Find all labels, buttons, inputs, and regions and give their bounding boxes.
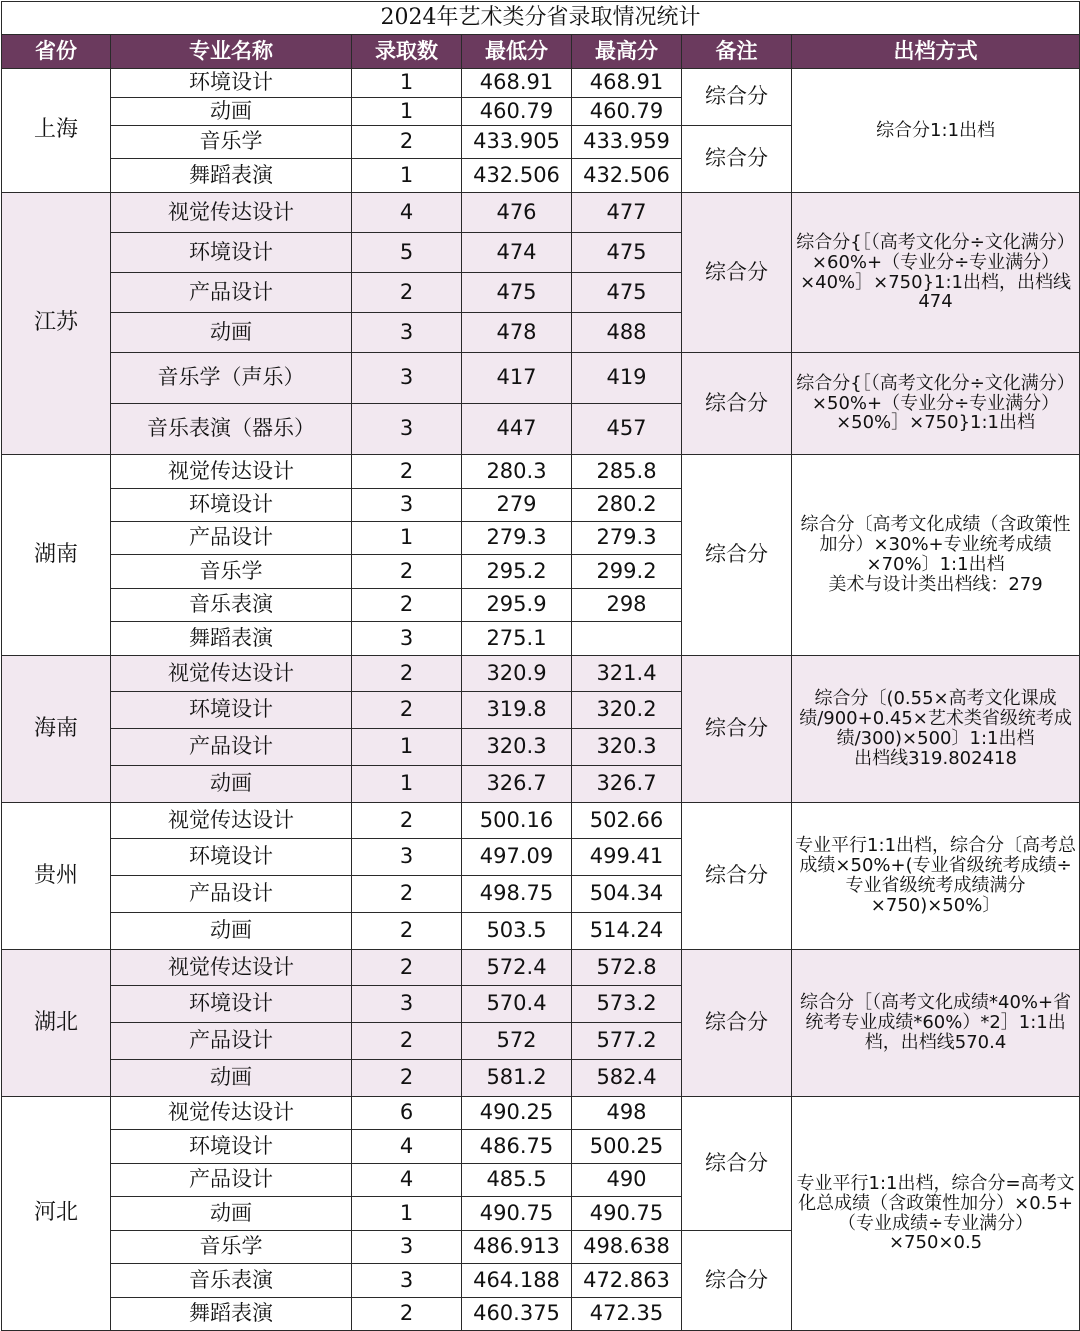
max-score-cell: 504.34 — [572, 876, 682, 913]
note-cell: 综合分 — [682, 455, 792, 656]
admitted-cell: 2 — [352, 913, 462, 950]
admitted-cell: 1 — [352, 766, 462, 803]
note-cell: 综合分 — [682, 69, 792, 126]
min-score-cell: 279 — [462, 489, 572, 522]
max-score-cell: 472.863 — [572, 1264, 682, 1298]
min-score-cell: 572 — [462, 1023, 572, 1060]
major-cell: 音乐学 — [111, 1231, 352, 1264]
header-province: 省份 — [2, 35, 111, 69]
method-cell: 综合分［（高考文化成绩*40%+省统考专业成绩*60%）*2］1:1出档，出档线570.4 — [792, 950, 1080, 1097]
admitted-cell: 4 — [352, 193, 462, 233]
min-score-cell: 295.2 — [462, 555, 572, 589]
max-score-cell: 468.91 — [572, 69, 682, 98]
max-score-cell: 280.2 — [572, 489, 682, 522]
note-cell: 综合分 — [682, 1231, 792, 1331]
min-score-cell: 570.4 — [462, 986, 572, 1023]
max-score-cell: 475 — [572, 233, 682, 273]
min-score-cell: 432.506 — [462, 159, 572, 193]
major-cell: 环境设计 — [111, 489, 352, 522]
admitted-cell: 1 — [352, 1197, 462, 1231]
max-score-cell: 475 — [572, 273, 682, 313]
major-cell: 视觉传达设计 — [111, 656, 352, 692]
max-score-cell: 572.8 — [572, 950, 682, 986]
method-cell: 综合分{［（高考文化分÷文化满分）×50%+（专业分÷专业满分）×50%］×750}1:1出档 — [792, 353, 1080, 455]
admitted-cell: 3 — [352, 622, 462, 656]
max-score-cell — [572, 622, 682, 656]
table-row — [2, 803, 1080, 839]
max-score-cell: 490 — [572, 1164, 682, 1197]
max-score-cell: 500.25 — [572, 1130, 682, 1164]
note-cell: 综合分 — [682, 656, 792, 803]
min-score-cell: 433.905 — [462, 126, 572, 159]
admitted-cell: 2 — [352, 126, 462, 159]
max-score-cell: 488 — [572, 313, 682, 353]
max-score-cell: 460.79 — [572, 98, 682, 126]
major-cell: 环境设计 — [111, 69, 352, 98]
min-score-cell: 500.16 — [462, 803, 572, 839]
major-cell: 环境设计 — [111, 986, 352, 1023]
major-cell: 音乐表演 — [111, 1264, 352, 1298]
max-score-cell: 320.3 — [572, 729, 682, 766]
header-max-score: 最高分 — [572, 35, 682, 69]
min-score-cell: 486.75 — [462, 1130, 572, 1164]
min-score-cell: 460.79 — [462, 98, 572, 126]
min-score-cell: 581.2 — [462, 1060, 572, 1097]
max-score-cell: 457 — [572, 404, 682, 455]
min-score-cell: 320.3 — [462, 729, 572, 766]
admitted-cell: 4 — [352, 1130, 462, 1164]
method-cutoff: 美术与设计类出档线：279 — [828, 573, 1043, 595]
major-cell: 动画 — [111, 1060, 352, 1097]
method-cutoff: 出档线319.802418 — [854, 747, 1017, 769]
max-score-cell: 514.24 — [572, 913, 682, 950]
major-cell: 动画 — [111, 1197, 352, 1231]
table-row — [2, 1097, 1080, 1130]
note-cell: 综合分 — [682, 126, 792, 193]
major-cell: 音乐表演 — [111, 589, 352, 622]
max-score-cell: 490.75 — [572, 1197, 682, 1231]
major-cell: 舞蹈表演 — [111, 1298, 352, 1331]
min-score-cell: 498.75 — [462, 876, 572, 913]
min-score-cell: 497.09 — [462, 839, 572, 876]
major-cell: 音乐学 — [111, 555, 352, 589]
major-cell: 舞蹈表演 — [111, 159, 352, 193]
province-cell: 上海 — [2, 69, 111, 193]
header-note: 备注 — [682, 35, 792, 69]
major-cell: 产品设计 — [111, 876, 352, 913]
min-score-cell: 474 — [462, 233, 572, 273]
admitted-cell: 2 — [352, 589, 462, 622]
note-cell: 综合分 — [682, 193, 792, 353]
admitted-cell: 1 — [352, 69, 462, 98]
admitted-cell: 5 — [352, 233, 462, 273]
table-row — [2, 656, 1080, 692]
admitted-cell: 2 — [352, 555, 462, 589]
min-score-cell: 460.375 — [462, 1298, 572, 1331]
min-score-cell: 475 — [462, 273, 572, 313]
admitted-cell: 1 — [352, 98, 462, 126]
admitted-cell: 2 — [352, 1060, 462, 1097]
header-admitted: 录取数 — [352, 35, 462, 69]
max-score-cell: 472.35 — [572, 1298, 682, 1331]
major-cell: 产品设计 — [111, 522, 352, 555]
major-cell: 环境设计 — [111, 839, 352, 876]
province-cell: 贵州 — [2, 803, 111, 950]
admitted-cell: 1 — [352, 159, 462, 193]
max-score-cell: 498 — [572, 1097, 682, 1130]
admitted-cell: 2 — [352, 803, 462, 839]
province-cell: 湖南 — [2, 455, 111, 656]
province-cell: 河北 — [2, 1097, 111, 1331]
major-cell: 环境设计 — [111, 233, 352, 273]
major-cell: 产品设计 — [111, 1164, 352, 1197]
method-cell: 专业平行1:1出档，综合分=高考文化总成绩（含政策性加分）×0.5+（专业成绩÷专业满分）×750×0.5 — [792, 1097, 1080, 1331]
major-cell: 环境设计 — [111, 1130, 352, 1164]
admitted-cell: 3 — [352, 353, 462, 404]
max-score-cell: 502.66 — [572, 803, 682, 839]
admission-table — [1, 1, 1080, 1331]
admitted-cell: 3 — [352, 986, 462, 1023]
admitted-cell: 2 — [352, 1023, 462, 1060]
admitted-cell: 2 — [352, 950, 462, 986]
table-row — [2, 193, 1080, 233]
min-score-cell: 572.4 — [462, 950, 572, 986]
major-cell: 产品设计 — [111, 273, 352, 313]
method-cell: 综合分{［（高考文化分÷文化满分）×60%+（专业分÷专业满分）×40%］×750}1:1出档，出档线474 — [792, 193, 1080, 353]
major-cell: 环境设计 — [111, 692, 352, 729]
min-score-cell: 280.3 — [462, 455, 572, 489]
major-cell: 产品设计 — [111, 729, 352, 766]
min-score-cell: 476 — [462, 193, 572, 233]
max-score-cell: 498.638 — [572, 1231, 682, 1264]
max-score-cell: 285.8 — [572, 455, 682, 489]
note-cell: 综合分 — [682, 353, 792, 455]
method-cell: 专业平行1:1出档，综合分〔高考总成绩×50%+(专业省级统考成绩÷专业省级统考成绩满分×750)×50%〕 — [792, 803, 1080, 950]
admitted-cell: 1 — [352, 729, 462, 766]
admitted-cell: 3 — [352, 489, 462, 522]
max-score-cell: 321.4 — [572, 656, 682, 692]
admitted-cell: 6 — [352, 1097, 462, 1130]
max-score-cell: 499.41 — [572, 839, 682, 876]
min-score-cell: 295.9 — [462, 589, 572, 622]
admitted-cell: 2 — [352, 656, 462, 692]
min-score-cell: 417 — [462, 353, 572, 404]
major-cell: 舞蹈表演 — [111, 622, 352, 656]
major-cell: 动画 — [111, 766, 352, 803]
min-score-cell: 490.25 — [462, 1097, 572, 1130]
major-cell: 音乐学 — [111, 126, 352, 159]
admitted-cell: 2 — [352, 876, 462, 913]
min-score-cell: 319.8 — [462, 692, 572, 729]
table-row — [2, 950, 1080, 986]
admitted-cell: 2 — [352, 455, 462, 489]
max-score-cell: 433.959 — [572, 126, 682, 159]
min-score-cell: 464.188 — [462, 1264, 572, 1298]
header-major: 专业名称 — [111, 35, 352, 69]
max-score-cell: 573.2 — [572, 986, 682, 1023]
admitted-cell: 3 — [352, 1231, 462, 1264]
method-text: 综合分〔(0.55×高考文化课成绩/900+0.45×艺术类省级统考成绩/300)×500〕1:1出档 — [799, 688, 1072, 749]
major-cell: 动画 — [111, 313, 352, 353]
min-score-cell: 468.91 — [462, 69, 572, 98]
province-cell: 湖北 — [2, 950, 111, 1097]
min-score-cell: 486.913 — [462, 1231, 572, 1264]
max-score-cell: 298 — [572, 589, 682, 622]
max-score-cell: 279.3 — [572, 522, 682, 555]
min-score-cell: 490.75 — [462, 1197, 572, 1231]
header-min-score: 最低分 — [462, 35, 572, 69]
major-cell: 视觉传达设计 — [111, 455, 352, 489]
max-score-cell: 299.2 — [572, 555, 682, 589]
header-method: 出档方式 — [792, 35, 1080, 69]
admitted-cell: 3 — [352, 313, 462, 353]
max-score-cell: 582.4 — [572, 1060, 682, 1097]
note-cell: 综合分 — [682, 803, 792, 950]
admitted-cell: 3 — [352, 1264, 462, 1298]
table-row — [2, 455, 1080, 489]
method-cell — [792, 455, 1080, 656]
major-cell: 视觉传达设计 — [111, 1097, 352, 1130]
min-score-cell: 447 — [462, 404, 572, 455]
min-score-cell: 485.5 — [462, 1164, 572, 1197]
major-cell: 视觉传达设计 — [111, 803, 352, 839]
max-score-cell: 326.7 — [572, 766, 682, 803]
note-cell: 综合分 — [682, 1097, 792, 1231]
major-cell: 产品设计 — [111, 1023, 352, 1060]
max-score-cell: 320.2 — [572, 692, 682, 729]
table-row — [2, 69, 1080, 98]
admitted-cell: 4 — [352, 1164, 462, 1197]
min-score-cell: 275.1 — [462, 622, 572, 656]
major-cell: 动画 — [111, 913, 352, 950]
major-cell: 动画 — [111, 98, 352, 126]
admitted-cell: 2 — [352, 692, 462, 729]
table-row — [2, 353, 1080, 404]
method-cell: 综合分1:1出档 — [792, 69, 1080, 193]
min-score-cell: 279.3 — [462, 522, 572, 555]
min-score-cell: 320.9 — [462, 656, 572, 692]
max-score-cell: 432.506 — [572, 159, 682, 193]
major-cell: 音乐表演（器乐） — [111, 404, 352, 455]
admitted-cell: 2 — [352, 273, 462, 313]
admitted-cell: 3 — [352, 404, 462, 455]
major-cell: 视觉传达设计 — [111, 193, 352, 233]
admitted-cell: 2 — [352, 1298, 462, 1331]
major-cell: 音乐学（声乐） — [111, 353, 352, 404]
note-cell: 综合分 — [682, 950, 792, 1097]
min-score-cell: 326.7 — [462, 766, 572, 803]
table-title: 2024年艺术类分省录取情况统计 — [2, 2, 1080, 35]
major-cell: 视觉传达设计 — [111, 950, 352, 986]
province-cell: 江苏 — [2, 193, 111, 455]
method-text: 综合分〔高考文化成绩（含政策性加分）×30%+专业统考成绩×70%〕1:1出档 — [800, 514, 1071, 575]
province-cell: 海南 — [2, 656, 111, 803]
min-score-cell: 503.5 — [462, 913, 572, 950]
min-score-cell: 478 — [462, 313, 572, 353]
max-score-cell: 477 — [572, 193, 682, 233]
method-cell — [792, 656, 1080, 803]
max-score-cell: 419 — [572, 353, 682, 404]
admitted-cell: 1 — [352, 522, 462, 555]
max-score-cell: 577.2 — [572, 1023, 682, 1060]
admitted-cell: 3 — [352, 839, 462, 876]
